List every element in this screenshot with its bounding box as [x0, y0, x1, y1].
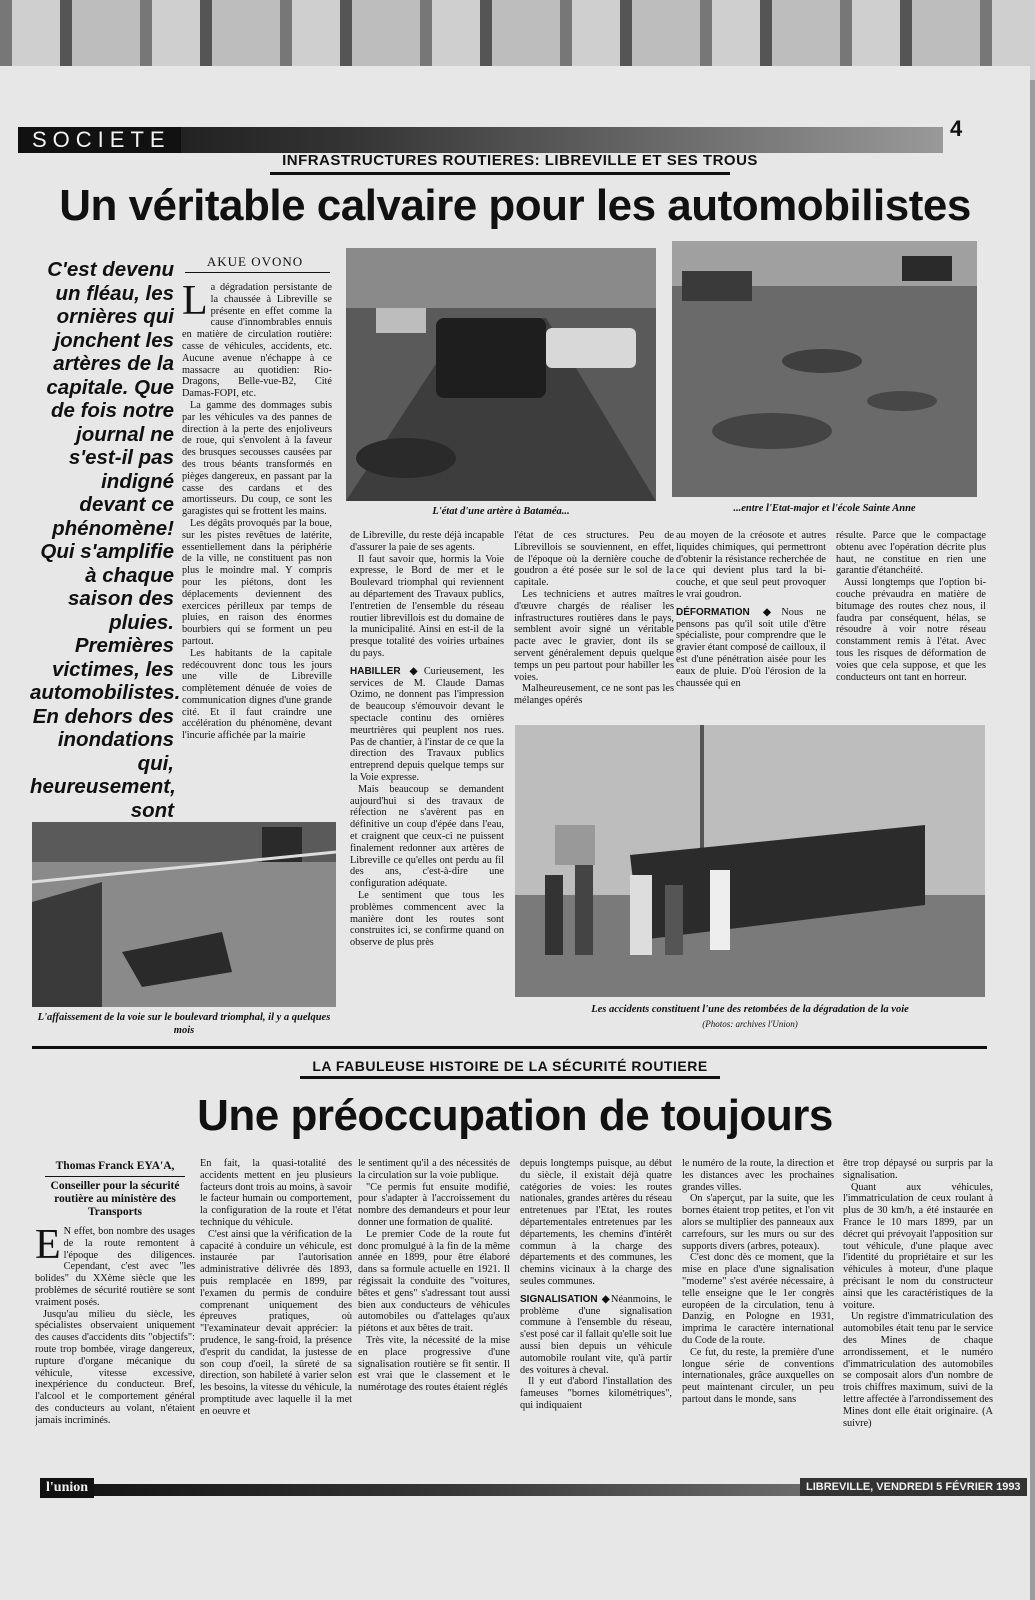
article2-kicker: LA FABULEUSE HISTOIRE DE LA SÉCURITÉ ROUTIERE [312, 1058, 708, 1074]
dropcap: L [182, 282, 208, 324]
subhead-deformation: DÉFORMATION ◆ [676, 606, 782, 618]
paragraph: Les dégâts provoqués par la boue, sur les pistes revêtues de latérite, essentiellement dans la périphérie de la ville, ne constituent pas non plus le moindre mal. Y compris pour les piétons, dont les déplacements deviennent des exercices périlleux par temps de pluies, en raison des énormes bourbiers qui se forment un peu partout. [182, 517, 332, 647]
article2-column-2 [200, 1158, 352, 1470]
paragraph: Malheureusement, ce ne sont pas les mélanges opérés [514, 683, 674, 707]
article1-column-3 [514, 530, 674, 720]
paragraph: a dégradation persistante de la chaussée à Libreville se présente en effet comme la cause d'innombrables ennuis en matière de circulation routière: casse de véhicules, accidents, etc. Aucune avenue n'échappe à ce massacre au quotidien: Rio-Dragons, Belle-vue-B2, Cité Damas-FOPI, etc. [182, 282, 332, 400]
article1-column-2 [350, 530, 504, 1050]
paragraph: le sentiment qu'il a des nécessités de la circulation sur la voie publique. [358, 1158, 510, 1181]
paragraph: l'état de ces structures. Peu de Librevillois se souviennent, en effet, de l'époque où la dernière couche de goudron a été posée sur le sol de la capitale. [514, 530, 674, 589]
paragraph: résulte. Parce que le compactage obtenu avec l'opération décrite plus haut, ne constitue en rien une garantie d'étanchéité. [836, 530, 986, 577]
article1-kicker: INFRASTRUCTURES ROUTIERES: LIBREVILLE ET SES TROUS [282, 152, 758, 169]
photo-overturned-vehicle [515, 725, 985, 997]
paragraph: depuis longtemps puisque, au début du siècle, il existait déjà quatre catégories de voies: les routes nationales, grandes artères du réseau entretenues par l'Etat, les routes départementales entretenues par les départements, les chemins d'intérêt commun à la charge des départements et des communes, les chemins vicinaux à la charge des seules communes. [520, 1158, 672, 1287]
paragraph: Très vite, la nécessité de la mise en place progressive d'une signalisation routière se fit sentir. Il est vrai que le classement et le numérotage des routes étaient réglés [358, 1334, 510, 1394]
photo-credit: (Photos: archives l'Union) [702, 1019, 798, 1029]
page-number: 4 [950, 116, 963, 141]
paragraph: Il faut savoir que, hormis la Voie expresse, le Bord de mer et le Boulevard triomphal qui reviennent au département des Travaux publics, l'entretien de l'ensemble du réseau routier librevillois est du domaine de la municipalité. Ainsi en est-il de la presque totalité des voiries urbaines du pays. [350, 553, 504, 659]
paragraph: Les techniciens et autres maîtres d'œuvre chargés de réaliser les infrastructures routières dans le pays, semblent avoir signé un véritable pacte avec le gravier, dont ils se servent généralement depuis quelque temps un peu partout pour habiller les voies. [514, 588, 674, 683]
paragraph: Ce fut, du reste, la première d'une longue série de conventions internationales, grâce auxquelles on peut maintenant circuler, un peu partout dans le monde, sans [682, 1346, 834, 1405]
subhead-habiller: HABILLER ◆ [350, 665, 424, 677]
paragraph: La gamme des dommages subis par les véhicules va des pannes de direction à la perte des enjoliveurs de roue, qui s'envolent à la faveur des brusques secousses causées par des trous béants transformés en pièges dangereux, en passant par la casse des cardans et des amortisseurs. Du coup, ce sont les garagistes qui se frottent les mains. [182, 399, 332, 518]
photo-potholed-road [672, 241, 977, 497]
article1-deck: C'est devenu un fléau, les ornières qui jonchent les artères de la capitale. Que de fois notre journal ne s'est-il pas indigné devant ce phénomène! Qui s'amplifie à chaque saison des pluies. Premières victimes, les automobilistes. En dehors des inondations qui, heureusement, sont [30, 258, 181, 822]
article2-column-4 [520, 1158, 672, 1470]
article2-kicker-rule [300, 1076, 720, 1079]
article1-byline: AKUE OVONO [206, 254, 304, 269]
paragraph: être trop dépaysé ou surpris par la signalisation. [843, 1158, 993, 1181]
paragraph: Le sentiment que tous les problèmes commencent avec la manière dont les routes sont construites ici, se confirme quand on observe de plus près [350, 889, 504, 949]
paragraph: Un registre d'immatriculation des automobiles était tenu par le service des Mines de chaque arrondissement, et le numéro d'immatriculation des automobiles se composait alors d'un nombre de trois chiffres maximum, suivi de la lettre affectée à l'arrondissement des Mines dont elle était originaire. (A suivre) [843, 1311, 993, 1429]
paragraph: Néanmoins, le problème d'une signalisation commune à l'ensemble du réseau, s'est posé car il fallait qu'elle soit lue aussi bien depuis un véhicule automobile roulant vite, qu'à partir des voitures à cheval. [520, 1293, 672, 1376]
paragraph: au moyen de la créosote et autres liquides chimiques, qui permettront d'obtenir la résistance recherchée de ce qui devient plus tard la bi-couche, et que seul peut provoquer le vrai goudron. [676, 530, 826, 600]
article2-headline: Une préoccupation de toujours [197, 1091, 833, 1140]
article1-column-1 [182, 282, 332, 812]
paragraph: Les habitants de la capitale redécouvrent donc tous les jours une ville de Libreville complètement dénuée de voies de communication dignes d'une grande cité. Et il faut craindre une accélération du phénomène, devant l'incurie affichée par la mairie [182, 647, 332, 742]
paragraph: de Libreville, du reste déjà incapable d'assurer la paie de ses agents. [350, 530, 504, 553]
article1-column-4 [676, 530, 826, 720]
photo-street-cars [346, 248, 656, 501]
paragraph: Le premier Code de la route fut donc promulgué à la fin de la même année en 1899, pour être élaboré dans sa formule actuelle en 1921. Il régissait la conduite des "voitures, bêtes et gens" s'adressant tout aussi bien aux conducteurs de véhicules automobiles ou d'attelages qu'aux piétons et aux bêtes de trait. [358, 1228, 510, 1335]
article2-column-3 [358, 1158, 510, 1470]
paragraph: C'est ainsi que la vérification de la capacité à conduire un véhicule, est instaurée par l'autorisation administrative délivrée dès 1893, puis remplacée en 1899, par l'examen du permis de conduire comprenant uniquement des épreuves pratiques, où "l'examinateur devait apprécier: la prudence, le sang-froid, la présence d'esprit du candidat, la justesse de son coup d'oeil, la sûreté de sa direction, son habileté à varier selon les besoins, la vitesse du véhicule, la promptitude avec laquelle il la met en oeuvre et [200, 1228, 352, 1417]
paragraph: Curieusement, les services de M. Claude Damas Ozimo, ne donnent pas l'impression de beaucoup s'émouvoir devant le spectacle continu des ornières meurtrières qui peuplent nos rues. Pas de chantier, à l'instar de ce que la direction des Travaux publics entreprend depuis quelque temps sur la Voie expresse. [350, 665, 504, 783]
paragraph: "Ce permis fut ensuite modifié, pour s'adapter à l'accroissement du nombre des demandeurs et pour leur donner une formation de qualité. [358, 1181, 510, 1228]
caption-photo-2: ...entre l'Etat-major et l'école Sainte Anne [733, 503, 916, 514]
subhead-signalisation: SIGNALISATION ◆ [520, 1293, 612, 1305]
paragraph: Mais beaucoup se demandent aujourd'hui si des travaux de réfection ne s'avèrent pas en définitive un coup d'épée dans l'eau, et craignent que ceux-ci ne puissent finalement redonner aux artères de Libreville ce qu'elles ont perdu au fil des ans, c'est-à-dire une configuration adéquate. [350, 783, 504, 890]
article1-kicker-rule [270, 172, 730, 175]
author-name: Thomas Franck EYA'A, [55, 1160, 175, 1172]
footer-brand: l'union [40, 1478, 94, 1498]
caption-photo-4: Les accidents constituent l'une des retombées de la dégradation de la voie [591, 1004, 909, 1015]
paragraph: Quant aux véhicules, l'immatriculation de ceux roulant à plus de 30 km/h, a été instaurée en France le 10 mars 1899, par un décret qui prévoyait l'apposition sur tout véhicule, d'une plaque avec l'identité du propriétaire et sur les véhicules à moteur, d'une plaque précisant le nom du constructeur ainsi que les caractéristiques de la voiture. [843, 1181, 993, 1311]
article2-column-1 [35, 1226, 195, 1471]
article2-column-5 [682, 1158, 834, 1470]
article2-column-6 [843, 1158, 993, 1470]
caption-photo-1: L'état d'une artère à Bataméa... [432, 506, 570, 517]
paragraph: Nous ne pensons pas qu'il soit utile d'être spécialiste, pour comprendre que le gravier étant composé de cailloux, il est d'une pénétration aisée pour les eaux de pluie. D'où l'érosion de la chaussée qui en [676, 606, 826, 689]
paragraph: Aussi longtemps que l'option bi-couche prévaudra en matière de bitumage des routes chez nous, il faudra par conséquent, hélas, se résoudre à voir notre réseau constamment remis à l'état. Avec tous les risques de déformation de voies que cela suppose, et que les conducteurs ont tant en horreur. [836, 577, 986, 683]
paragraph: Il y eut d'abord l'installation des fameuses "bornes kilométriques", qui indiquaient [520, 1376, 672, 1411]
caption-photo-3: L'affaissement de la voie sur le boulevard triomphal, il y a quelques mois [37, 1012, 331, 1036]
footer-dateline: LIBREVILLE, VENDREDI 5 FÉVRIER 1993 [800, 1478, 1027, 1496]
dropcap: E [35, 1226, 61, 1268]
photo-collapsed-boulevard [32, 822, 336, 1007]
author-title: Conseiller pour la sécurité routière au ministère des Transports [50, 1180, 180, 1218]
paragraph: On s'aperçut, par la suite, que les bornes étaient trop petites, et l'on vit alors se multiplier des panneaux aux carrefours, sur les murs ou sur des supports divers (arbres, poteaux). [682, 1193, 834, 1252]
article1-headline: Un véritable calvaire pour les automobilistes [59, 181, 971, 230]
article1-column-5 [836, 530, 986, 720]
paragraph: C'est donc dès ce moment, que la mise en place d'une signalisation "moderne" s'est avérée nécessaire, à telle enseigne que le 1er congrès européen de la circulation, tenu à Danzig, en Pologne en 1931, imprima le caractère international du Code de la route. [682, 1252, 834, 1346]
paragraph: Jusqu'au milieu du siècle, les spécialistes observaient uniquement des causes d'accidents dits "objectifs": route trop bombée, virage dangereux, rupture d'organe mécanique du véhicule, vitesse excessive, inexpérience du conducteur. Bref, l'alcool et le comportement général des conducteurs au volant, n'étaient jamais incriminés. [35, 1308, 195, 1426]
article-divider [32, 1046, 987, 1049]
author-rule [45, 1176, 185, 1177]
paragraph: En fait, la quasi-totalité des accidents mettent en jeu plusieurs facteurs dont trois au moins, à savoir le facteur humain ou comportement, la configuration de la route et l'état technique du véhicule. [200, 1158, 352, 1228]
paragraph: le numéro de la route, la direction et les distances avec les prochaines grandes villes. [682, 1158, 834, 1193]
byline-rule [185, 272, 330, 273]
article2-author [35, 1160, 195, 1219]
paragraph: N effet, bon nombre des usages de la route remontent à l'époque des diligences. Cependant, c'est avec "les bolides" du XXème siècle que les problèmes de sécurité routière se sont vraiment posés. [35, 1226, 195, 1308]
section-label: SOCIETE [22, 127, 181, 153]
